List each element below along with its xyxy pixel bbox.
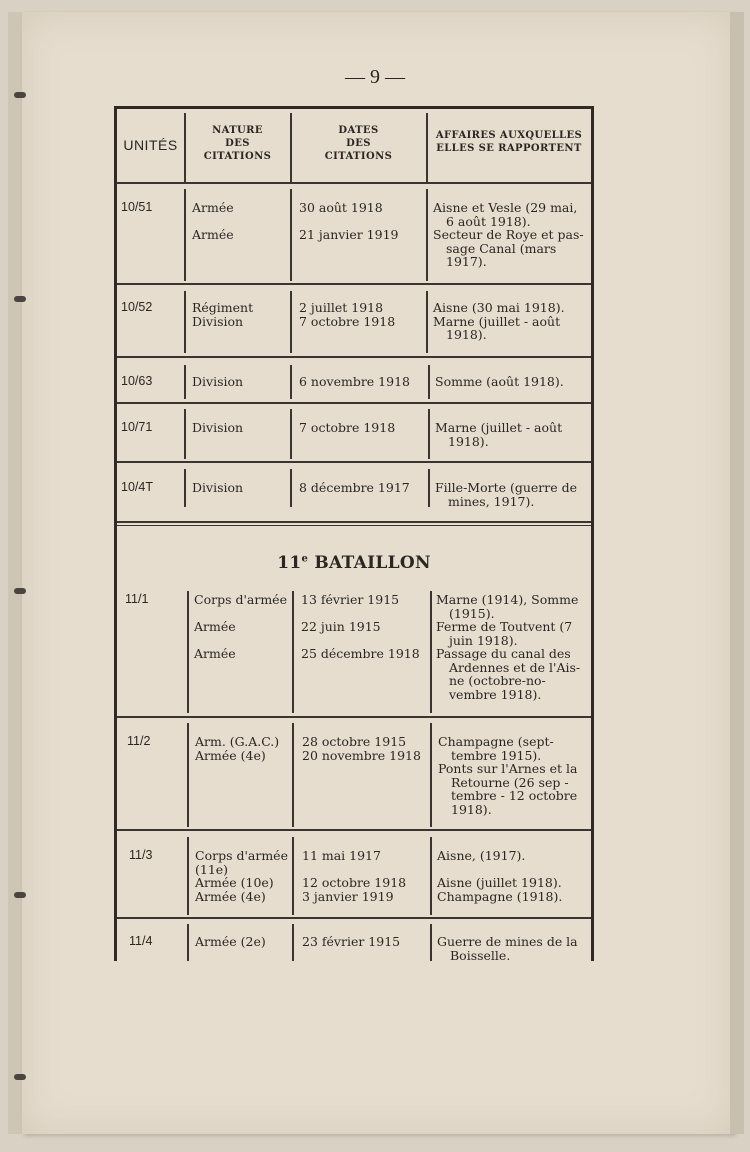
cell-line: Armée (10e) (195, 875, 274, 890)
unit-label: 10/63 (121, 374, 153, 388)
column-divider (430, 924, 432, 961)
header-unites: UNITÉS (123, 137, 178, 153)
column-divider (290, 189, 292, 281)
header-line: DES (225, 138, 250, 149)
cell-line: Marne (1914), Somme (436, 592, 579, 607)
cell-line: Armée (2e) (195, 934, 266, 949)
cell-line: 25 décembre 1918 (301, 646, 420, 661)
unit-label: 11/2 (127, 734, 151, 748)
cell-line: Régiment (192, 300, 254, 315)
cell-line: 11 mai 1917 (302, 848, 381, 863)
cell-line: Secteur de Roye et pas- (433, 227, 584, 242)
dates-cell (301, 593, 420, 661)
unit-label: 10/51 (121, 200, 153, 214)
cell-line (302, 863, 406, 877)
row-rule (117, 356, 591, 358)
cell-line: Armée (194, 619, 236, 634)
nature-cell (195, 935, 266, 949)
cell-line: mines, 1917). (448, 493, 535, 509)
cell-line: Guerre de mines de la (437, 934, 578, 949)
header-line: CITATIONS (324, 151, 393, 162)
cell-line: tembre 1915). (451, 747, 542, 763)
column-divider (184, 365, 186, 399)
column-divider (430, 837, 432, 915)
cell-line: 1918). (448, 433, 489, 449)
column-divider (292, 837, 294, 915)
nature-cell (192, 421, 243, 435)
cell-line: 1918). (451, 801, 492, 817)
cell-line: Champagne (sept- (438, 734, 554, 749)
header-line: NATURE (212, 125, 263, 136)
cell-line: 6 août 1918). (446, 213, 531, 229)
cell-line: 7 octobre 1918 (299, 313, 396, 329)
cell-line: Division (192, 480, 244, 495)
column-divider (428, 409, 430, 459)
binding-staple (14, 1074, 26, 1080)
header-affaires (427, 129, 591, 155)
nature-cell (192, 481, 243, 495)
column-divider (184, 409, 186, 459)
page-number: — 9 — (345, 66, 405, 88)
cell-line: 13 février 1915 (301, 592, 400, 607)
column-divider (290, 409, 292, 459)
cell-line: 2 juillet 1918 (299, 300, 384, 315)
nature-cell (195, 849, 288, 903)
row-rule (117, 402, 591, 404)
header-line: ELLES SE RAPPORTENT (436, 143, 582, 154)
nature-cell (192, 301, 253, 328)
binding-staple (14, 588, 26, 594)
cell-line: Armée (194, 646, 236, 661)
cell-line: Fille-Morte (guerre de (435, 480, 578, 495)
binding-staple (14, 92, 26, 98)
cell-line: 20 novembre 1918 (302, 747, 421, 763)
cell-line (437, 863, 589, 877)
column-divider (290, 365, 292, 399)
affaires-cell (433, 301, 585, 342)
affaires-cell (435, 421, 587, 448)
unit-label: 10/4T (121, 480, 153, 494)
header-line: AFFAIRES AUXQUELLES (435, 130, 583, 141)
cell-line: vembre 1918). (449, 686, 542, 702)
affaires-cell (433, 201, 585, 269)
column-divider (184, 291, 186, 353)
column-divider (292, 924, 294, 961)
column-divider (184, 469, 186, 507)
cell-line: Division (192, 374, 244, 389)
cell-line: Retourne (26 sep - (451, 774, 569, 790)
cell-line: Division (192, 313, 244, 329)
column-divider (428, 365, 430, 399)
dates-cell (299, 301, 395, 328)
affaires-cell (437, 935, 589, 962)
header-line: CITATIONS (203, 151, 272, 162)
header-nature (185, 124, 290, 163)
page-edge-left (8, 12, 22, 1134)
cell-line: Armée (4e) (195, 888, 266, 904)
cell-line (301, 607, 420, 621)
cell-line: 6 novembre 1918 (299, 374, 410, 389)
cell-line: Corps d'armée (194, 592, 287, 607)
nature-cell (195, 735, 279, 762)
cell-line (301, 634, 420, 648)
column-divider (428, 469, 430, 507)
cell-line: Marne (juillet - août (433, 313, 561, 329)
cell-line: 1917). (446, 254, 487, 269)
column-divider (184, 189, 186, 281)
cell-line: Arm. (G.A.C.) (195, 734, 280, 749)
cell-line: 30 août 1918 (299, 200, 383, 215)
row-rule (117, 829, 591, 831)
cell-line: 23 février 1915 (302, 934, 401, 949)
cell-line: Armée (192, 200, 234, 215)
header-dates (291, 124, 426, 163)
page-edge-right (730, 12, 744, 1134)
column-divider (430, 723, 432, 827)
cell-line: 3 janvier 1919 (302, 888, 394, 904)
cell-line (192, 215, 234, 229)
column-divider (292, 591, 294, 713)
cell-line: Boisselle. (450, 947, 511, 963)
unit-label: 10/52 (121, 300, 153, 314)
nature-cell (194, 593, 287, 661)
cell-line: Passage du canal des (436, 646, 571, 661)
cell-line: 1918). (446, 327, 487, 342)
unit-label: 11/4 (129, 934, 153, 948)
dates-cell (299, 375, 410, 389)
binding-staple (14, 892, 26, 898)
dates-cell (302, 849, 406, 903)
cell-line: Champagne (1918). (437, 888, 563, 904)
cell-line: 22 juin 1915 (301, 619, 381, 634)
cell-line: (11e) (195, 861, 229, 877)
column-divider (292, 723, 294, 827)
cell-line: juin 1918). (449, 632, 518, 648)
unit-label: 11/1 (125, 592, 149, 606)
dates-cell (299, 201, 398, 242)
column-divider (290, 469, 292, 507)
cell-line: Aisne, (1917). (437, 848, 526, 863)
affaires-cell (437, 849, 589, 903)
cell-line: Armée (192, 227, 234, 242)
row-rule (117, 716, 591, 718)
affaires-cell (438, 735, 590, 816)
cell-line: Aisne et Vesle (29 mai, (433, 200, 578, 215)
header-rule (117, 182, 591, 184)
cell-line: Marne (juillet - août (435, 420, 563, 435)
dates-cell (302, 935, 400, 949)
binding-staple (14, 296, 26, 302)
column-divider (187, 723, 189, 827)
header-line: DES (346, 138, 371, 149)
unit-label: 10/71 (121, 420, 153, 434)
column-divider (290, 291, 292, 353)
unit-label: 11/3 (129, 848, 153, 862)
cell-line: 7 octobre 1918 (299, 420, 396, 435)
cell-line: Somme (août 1918). (435, 374, 564, 389)
section-title (117, 553, 591, 573)
cell-line (194, 634, 287, 648)
cell-line (194, 607, 287, 621)
cell-line: Division (192, 420, 244, 435)
nature-cell (192, 201, 234, 242)
row-rule (117, 461, 591, 463)
cell-line: Armée (4e) (195, 747, 266, 763)
cell-line: Ardennes et de l'Ais- (449, 659, 581, 675)
dates-cell (302, 735, 421, 762)
cell-line: 8 décembre 1917 (299, 480, 410, 495)
cell-line: Ponts sur l'Arnes et la (438, 761, 578, 776)
cell-line: Aisne (juillet 1918). (437, 875, 562, 890)
nature-cell (192, 375, 243, 389)
cell-line: 21 janvier 1919 (299, 227, 399, 242)
column-divider (187, 924, 189, 961)
column-divider (426, 291, 428, 353)
row-rule (117, 521, 591, 523)
citations-table (114, 106, 594, 961)
column-divider (187, 837, 189, 915)
column-divider (430, 591, 432, 713)
cell-line (299, 215, 398, 229)
section-title-sup: e (301, 553, 309, 565)
affaires-cell (436, 593, 588, 701)
row-rule (117, 917, 591, 919)
section-title-text: BATAILLON (308, 553, 431, 573)
column-divider (187, 591, 189, 713)
header-line: DATES (338, 125, 379, 136)
row-rule (117, 283, 591, 285)
cell-line: (1915). (449, 605, 495, 621)
affaires-cell (435, 481, 587, 508)
double-rule (117, 525, 591, 526)
dates-cell (299, 481, 410, 495)
cell-line: tembre - 12 octobre (451, 788, 578, 803)
cell-line: Aisne (30 mai 1918). (433, 300, 565, 315)
section-title-number: 11 (277, 553, 302, 573)
cell-line: Corps d'armée (195, 848, 288, 863)
cell-line: sage Canal (mars (446, 240, 557, 256)
cell-line: ne (octobre-no- (449, 673, 546, 688)
cell-line: Ferme de Toutvent (7 (436, 619, 573, 634)
affaires-cell (435, 375, 587, 389)
dates-cell (299, 421, 395, 435)
cell-line: 28 octobre 1915 (302, 734, 407, 749)
cell-line: 12 octobre 1918 (302, 875, 407, 890)
column-divider (426, 189, 428, 281)
